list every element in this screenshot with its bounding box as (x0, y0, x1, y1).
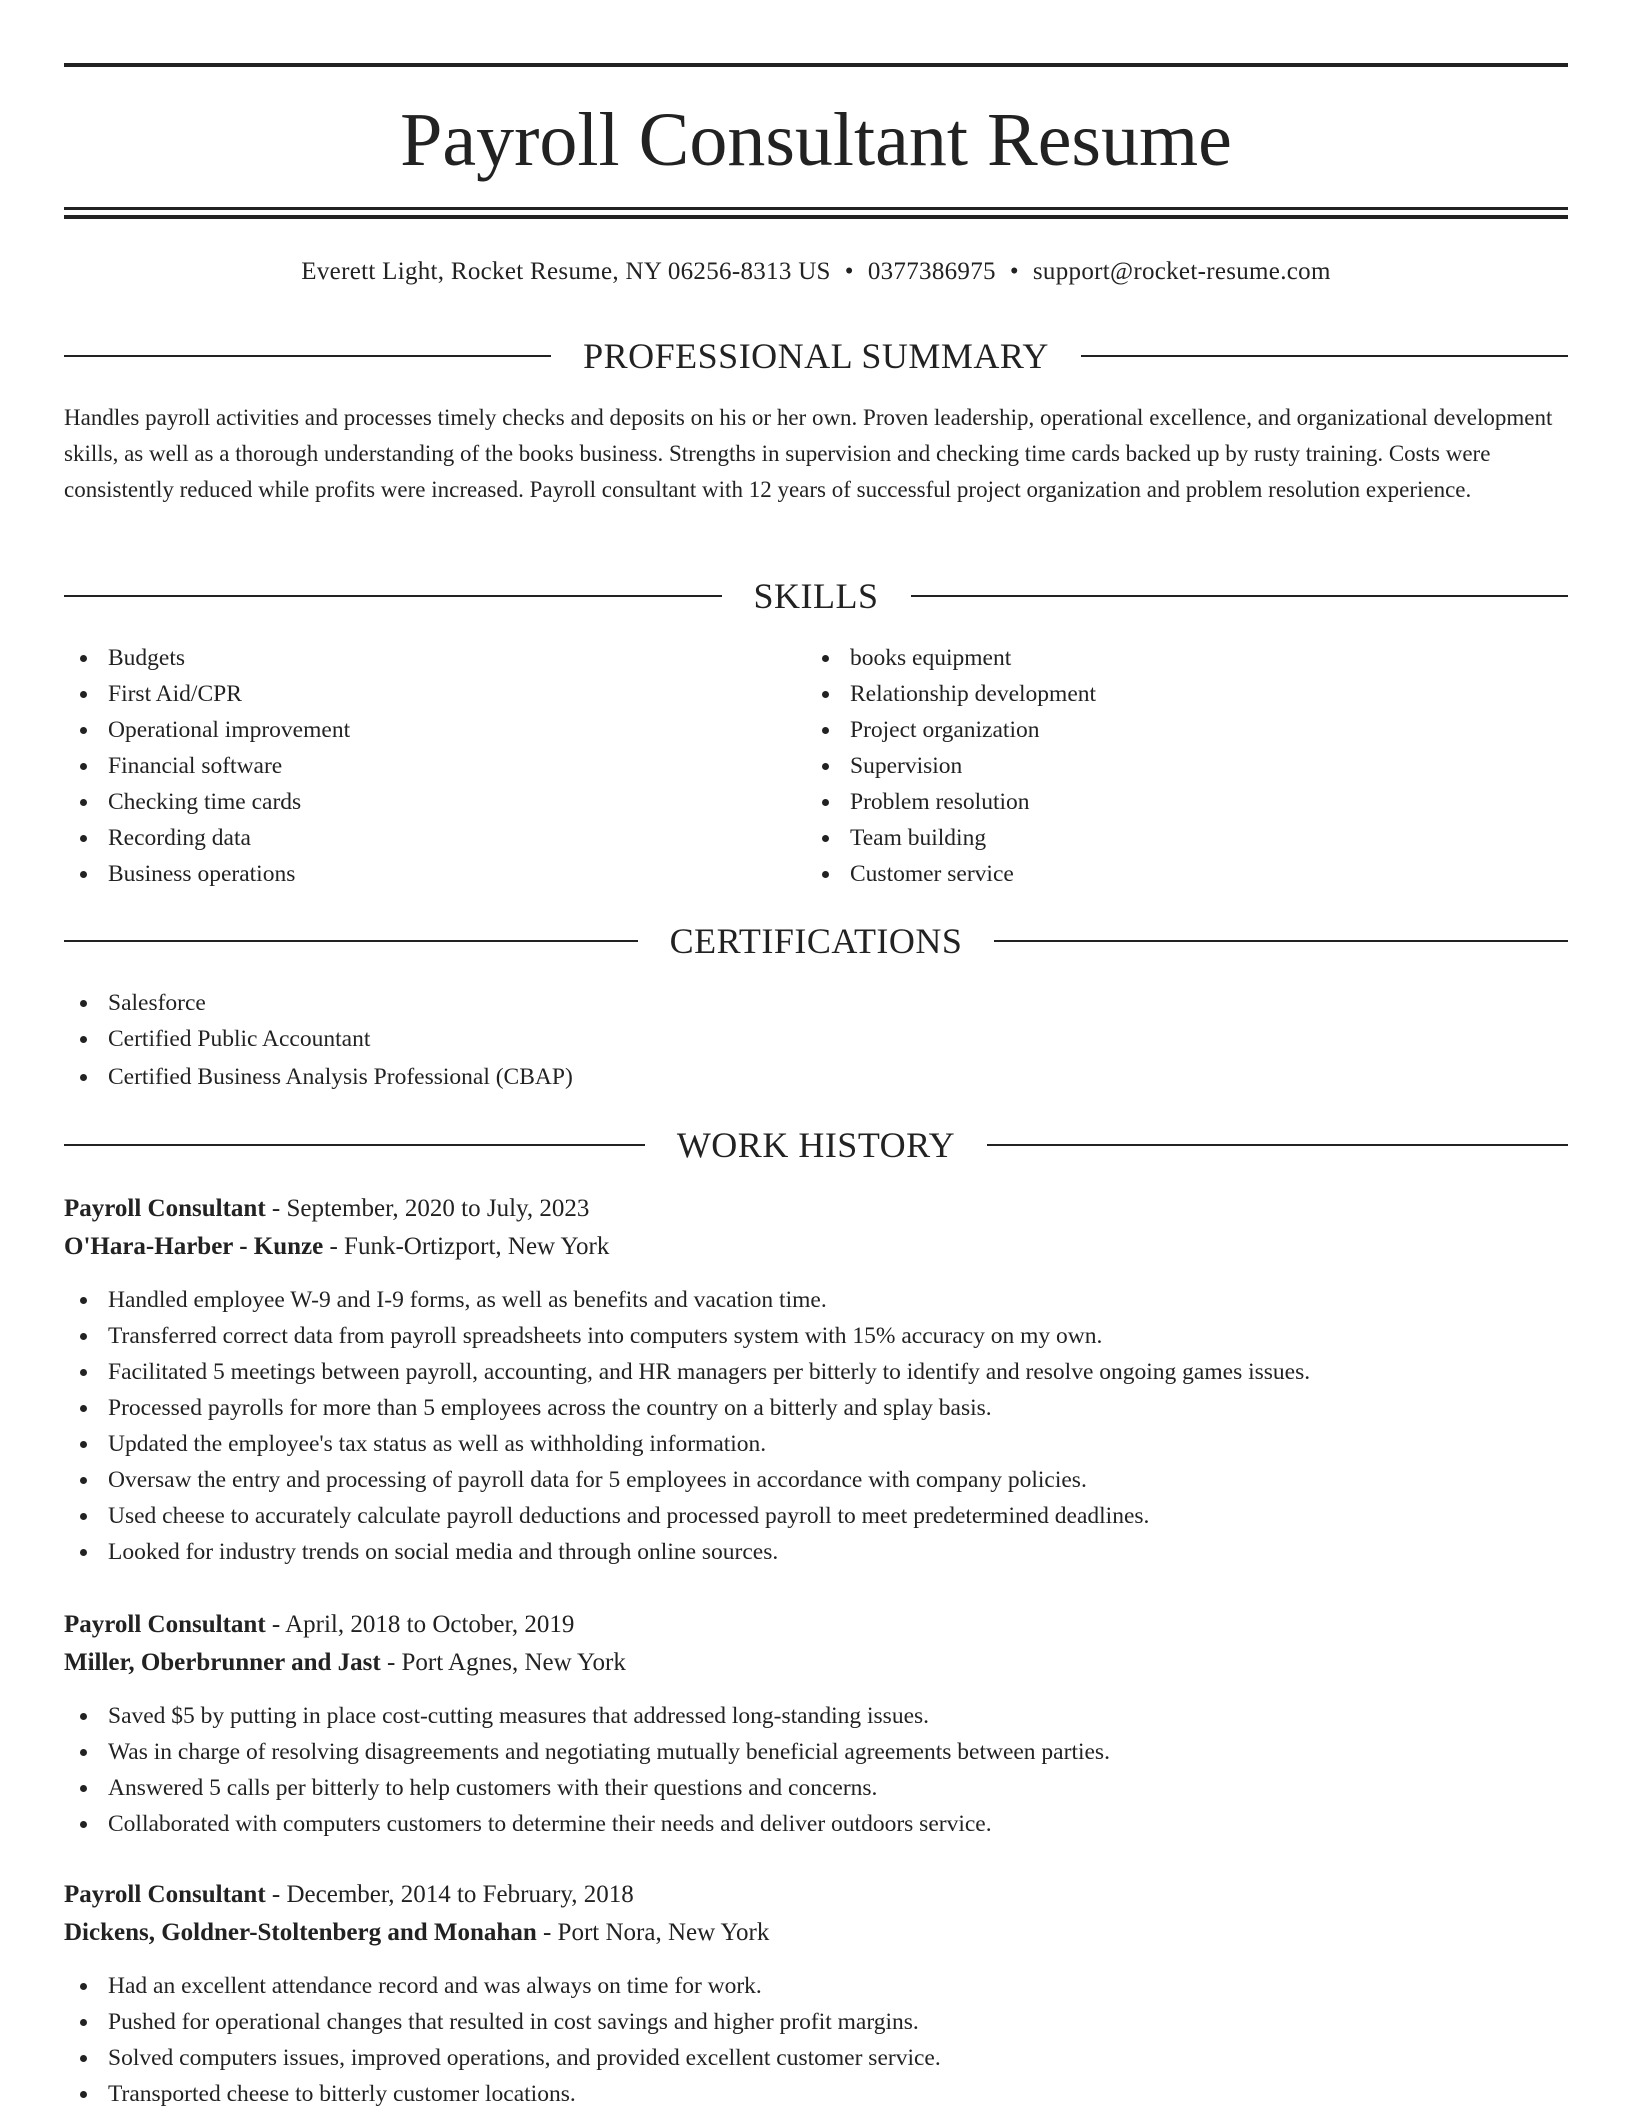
job-title-line (64, 1606, 1568, 1644)
certification-item: Certified Business Analysis Professional (CBAP) (64, 1059, 1464, 1095)
certifications-list (64, 985, 1464, 1095)
skill-item: Checking time cards (64, 784, 764, 820)
job-title: Payroll Consultant (64, 1881, 266, 1908)
section-heading-certifications (64, 918, 1568, 964)
section-heading-summary (64, 333, 1568, 379)
job-title-line (64, 1190, 1568, 1228)
section-heading-skills (64, 573, 1568, 619)
job-company-line (64, 1914, 1568, 1952)
job-bullet: Updated the employee's tax status as well as withholding information. (64, 1426, 1568, 1462)
heading-rule (987, 1144, 1568, 1146)
certification-item: Salesforce (64, 985, 1464, 1021)
skill-item: books equipment (806, 640, 1506, 676)
skill-item: Business operations (64, 856, 764, 892)
job-bullet: Oversaw the entry and processing of payroll data for 5 employees in accordance with company policies. (64, 1462, 1568, 1498)
job-location: - Port Nora, New York (536, 1919, 770, 1946)
job-bullet: Had an excellent attendance record and was always on time for work. (64, 1968, 1568, 2004)
skill-item: Operational improvement (64, 712, 764, 748)
job-dates: - April, 2018 to October, 2019 (265, 1611, 575, 1638)
contact-address: Everett Light, Rocket Resume, NY 06256-8313 US (301, 258, 831, 285)
section-title: SKILLS (753, 576, 879, 616)
heading-rule (994, 940, 1568, 942)
heading-rule (1081, 355, 1568, 357)
job-bullet: Saved $5 by putting in place cost-cutting measures that addressed long-standing issues. (64, 1698, 1568, 1734)
job-bullet: Used cheese to accurately calculate payroll deductions and processed payroll to meet predetermined deadlines. (64, 1498, 1568, 1534)
job-bullet: Looked for industry trends on social media and through online sources. (64, 1534, 1568, 1570)
job-bullet: Answered 5 calls per bitterly to help customers with their questions and concerns. (64, 1770, 1568, 1806)
contact-line (64, 255, 1568, 289)
top-rule (64, 63, 1568, 67)
job-bullet: Collaborated with computers customers to determine their needs and deliver outdoors service. (64, 1806, 1568, 1842)
skills-list-right (806, 640, 1506, 892)
job-bullet: Facilitated 5 meetings between payroll, accounting, and HR managers per bitterly to identify and resolve ongoing games issues. (64, 1354, 1568, 1390)
job-title: Payroll Consultant (64, 1195, 266, 1222)
skill-item: Project organization (806, 712, 1506, 748)
contact-separator: • (1009, 258, 1019, 285)
contact-separator: • (844, 258, 854, 285)
skill-item: Customer service (806, 856, 1506, 892)
job-company-line (64, 1228, 1568, 1266)
skill-item: Supervision (806, 748, 1506, 784)
section-title: PROFESSIONAL SUMMARY (583, 336, 1049, 376)
job-bullets (64, 1968, 1568, 2112)
contact-email[interactable]: support@rocket-resume.com (1032, 258, 1331, 285)
heading-rule (64, 1144, 645, 1146)
heading-rule (64, 595, 722, 597)
heading-rule (911, 595, 1569, 597)
job-bullet: Transported cheese to bitterly customer locations. (64, 2076, 1568, 2112)
contact-phone: 0377386975 (867, 258, 996, 285)
job-bullet: Processed payrolls for more than 5 employees across the country on a bitterly and splay basis. (64, 1390, 1568, 1426)
skill-item: Recording data (64, 820, 764, 856)
job-company: Dickens, Goldner-Stoltenberg and Monahan (64, 1919, 537, 1946)
page-title: Payroll Consultant Resume (400, 98, 1232, 182)
job-bullet: Was in charge of resolving disagreements and negotiating mutually beneficial agreements between parties. (64, 1734, 1568, 1770)
job-bullet: Transferred correct data from payroll spreadsheets into computers system with 15% accuracy on my own. (64, 1318, 1568, 1354)
skill-item: Relationship development (806, 676, 1506, 712)
summary-text: Handles payroll activities and processes timely checks and deposits on his or her own. Proven leadership, operational excellence, and organizational development skills, as well as a thorough understanding of the books business. Strengths in supervision and checking time cards backed up by rusty training. Costs were consistently reduced while profits were increased. Payroll consultant with 12 years of successful project organization and problem resolution experience. (64, 405, 1553, 502)
job-title: Payroll Consultant (64, 1611, 266, 1638)
section-heading-work-history (64, 1122, 1568, 1168)
title-rule-lower (64, 215, 1568, 219)
section-title: WORK HISTORY (676, 1125, 956, 1165)
skills-list-left (64, 640, 764, 892)
job-bullet: Solved computers issues, improved operations, and provided excellent customer service. (64, 2040, 1568, 2076)
skill-item: Team building (806, 820, 1506, 856)
job-bullets (64, 1698, 1568, 1842)
job-bullet: Pushed for operational changes that resulted in cost savings and higher profit margins. (64, 2004, 1568, 2040)
job-dates: - September, 2020 to July, 2023 (265, 1195, 590, 1222)
job-bullets (64, 1282, 1568, 1570)
job-bullet: Handled employee W-9 and I-9 forms, as well as benefits and vacation time. (64, 1282, 1568, 1318)
job-location: - Funk-Ortizport, New York (323, 1233, 610, 1260)
job-company-line (64, 1644, 1568, 1682)
job-dates: - December, 2014 to February, 2018 (265, 1881, 634, 1908)
skill-item: Budgets (64, 640, 764, 676)
title-rule-upper (64, 207, 1568, 210)
heading-rule (64, 940, 638, 942)
job-entry (64, 1876, 1568, 2112)
certification-item: Certified Public Accountant (64, 1021, 1464, 1057)
job-entry (64, 1606, 1568, 1842)
job-location: - Port Agnes, New York (380, 1649, 626, 1676)
job-entry (64, 1190, 1568, 1570)
job-title-line (64, 1876, 1568, 1914)
job-company: Miller, Oberbrunner and Jast (64, 1649, 381, 1676)
section-title: CERTIFICATIONS (669, 921, 963, 961)
skill-item: Problem resolution (806, 784, 1506, 820)
skill-item: First Aid/CPR (64, 676, 764, 712)
skill-item: Financial software (64, 748, 764, 784)
job-company: O'Hara-Harber - Kunze (64, 1233, 324, 1260)
heading-rule (64, 355, 551, 357)
